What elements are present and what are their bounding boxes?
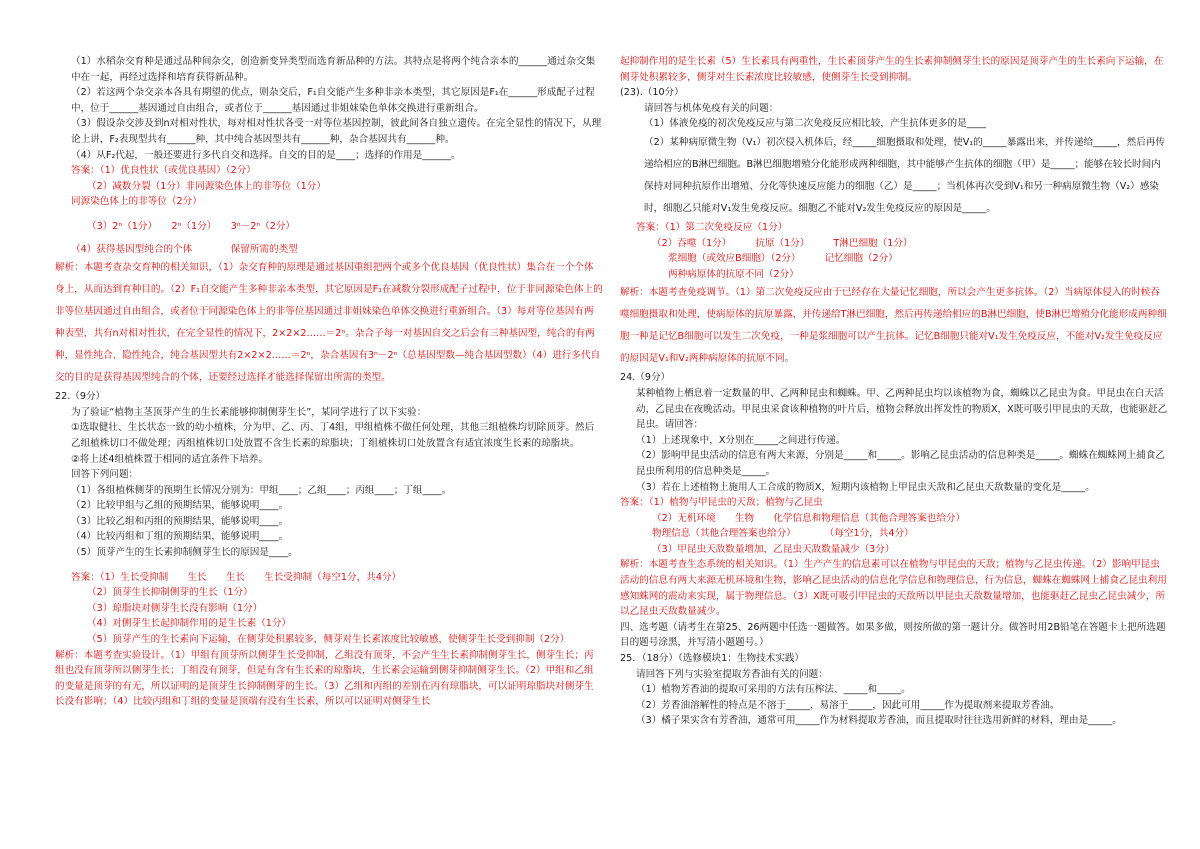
left-paragraph: 解析：本题考查杂交育种的相关知识，（1）杂交育种的原理是通过基因重组把两个或多个优良基因（优良性状）集合在一个个体身上，从而达到育种目的。（2）F₁自交能产生多种非亲本类型，其它原因是F₁在减数分裂形成配子过程中，位于非同源染色体上的非等位基因通过自由组合，或者位于同源染色体上的非等位基因通过非姐妹染色单体交换进行重新组合。（3）每对等位基因有两种表型，共有n对相对性状，在完全显性的情况下，2×2×2……＝2ⁿ。杂合子每一对基因自交之后会有三种基因型，纯合的有两种，显性纯合、隐性纯合，纯合基因型共有2×2×2……＝2ⁿ，杂合基因有3ⁿ－2ⁿ（总基因型数—纯合基因型数）（4）进行多代自交的目的是获得基因型纯合的个体，还要经过选择才能选择保留出所需的类型。 <box>55 262 603 384</box>
left-paragraph: （2）减数分裂（1分）非同源染色体上的非等位（1分） <box>87 180 326 192</box>
right-paragraph: （2）芳香油溶解性的特点是不溶于_____，易溶于_____，因此可用_____作为提取剂来提取芳香油。 <box>636 699 1060 711</box>
left-spacer <box>55 210 603 219</box>
right-column <box>620 54 1168 729</box>
right-paragraph: 请回答与机体免疫有关的问题： <box>644 102 779 114</box>
left-paragraph: （3）比较乙组和丙组的预期结果，能够说明____。 <box>71 515 289 527</box>
right-paragraph: 答案：（1）植物与甲昆虫的天敌；植物与乙昆虫 <box>620 497 823 509</box>
left-paragraph: ①选取健壮、生长状态一致的幼小植株，分为甲、乙、丙、丁4组，甲组植株不做任何处理，其他三组植株均切除顶芽。然后乙组植株切口不做处理；丙组植株切口处放置不含生长素的琼脂块；丁组植株切口处放置含有适宜浓度生长素的琼脂块。 <box>71 422 595 449</box>
left-spacer <box>55 235 603 242</box>
right-paragraph: （2）吞噬（1分） 抗原（1分） T淋巴细胞（1分） <box>652 237 913 249</box>
right-paragraph: 请回答下列与实验室提取芳香油有关的问题： <box>636 668 828 680</box>
right-paragraph: 物理信息（其他合理答案也给分） （每空1分，共4分） <box>652 528 914 540</box>
right-paragraph: 答案：（1）第二次免疫反应（1分） <box>636 221 788 233</box>
right-paragraph: 某种植物上栖息着一定数量的甲、乙两种昆虫和蜘蛛。甲、乙两种昆虫均以该植物为食，蜘蛛以乙昆虫为食。甲昆虫在白天活动，乙昆虫在夜晚活动。甲昆虫采食该种植物的叶片后，植物会释放出挥发性的物质X，X既可吸引甲昆虫的天敌，也能驱赶乙昆虫。请回答： <box>636 387 1168 431</box>
right-paragraph: （1）体液免疫的初次免疫反应与第二次免疫反应相比较，产生抗体更多的是____ <box>644 118 986 130</box>
left-paragraph: （5）顶芽产生的生长素向下运输，在侧芽处积累较多，侧芽对生长素浓度比较敏感，使侧芽生长受到抑制（2分） <box>87 634 570 646</box>
left-paragraph: （2）比较甲组与乙组的预期结果，能够说明____。 <box>71 500 289 512</box>
left-paragraph: （4）比较丙组和丁组的预期结果，能够说明____。 <box>71 531 289 543</box>
left-paragraph: （3）2ⁿ（1分） 2ⁿ（1分） 3ⁿ－2ⁿ（2分） <box>87 220 296 232</box>
left-paragraph: 解析：本题考查实验设计。（1）甲组有顶芽所以侧芽生长受抑制，乙组没有顶芽，不会产生生长素抑制侧芽生长，侧芽生长；丙组也没有顶芽所以侧芽生长；丁组没有顶芽，但是有含有生长素的琼脂块，生长素会运输到侧芽抑制侧芽生长。（2）甲组和乙组的变量是顶芽的有无，所以证明的是顶芽生长抑制侧芽的生长。（3）乙组和丙组的差别在丙有琼脂块，可以证明琼脂块对侧芽生长没有影响；（4）比较丙组和丁组的变量是顶端有没有生长素，所以可以证明对侧芽生长 <box>55 649 594 708</box>
left-paragraph: 回答下列问题： <box>71 469 139 481</box>
right-paragraph: 24.（9分） <box>620 372 671 384</box>
left-column <box>55 54 603 710</box>
right-paragraph: 解析：本题考查生态系统的相关知识。（1）生产产生的信息素可以在植物与甲昆虫的天敌；植物与乙昆虫传递。（2）影响甲昆虫活动的信息有两大来源无机环境和生物，影响乙昆虫活动的信息化学信息和物理信息，行为信息，蜘蛛在蜘蛛网上捕食乙昆虫利用感知蛛网的震动来实现，属于物理信息。（3）X既可吸引甲昆虫的天敌所以甲昆虫天敌数量增加，也能驱赶乙昆虫乙昆虫减少，所以乙昆虫天敌数量减少。 <box>620 559 1167 618</box>
left-paragraph: 同源染色体上的非等位（2分） <box>71 196 202 208</box>
right-paragraph: 浆细胞（或效应B细胞）（2分） 记忆细胞（2分） <box>668 253 898 265</box>
left-paragraph: （3）假设杂交涉及到n对相对性状，每对相对性状各受一对等位基因控制，彼此间各自独立遗传。在完全显性的情况下，从理论上讲，F₂表现型共有______种，其中纯合基因型共有______种，杂合基因共有______种。 <box>71 118 602 145</box>
left-paragraph: ②将上述4组植株置于相同的适宜条件下培养。 <box>71 453 268 465</box>
left-paragraph: （4）获得基因型纯合的个体 保留所需的类型 <box>71 243 298 255</box>
right-paragraph: 两种病原体的抗原不同（2分） <box>668 268 799 280</box>
right-paragraph: （2）无机环境 生物 化学信息和物理信息（其他合理答案也给分） <box>652 512 966 524</box>
left-paragraph: 为了验证“植物主茎顶芽产生的生长素能够抑制侧芽生长”，某同学进行了以下实验： <box>71 406 427 418</box>
right-paragraph: （1）植物芳香油的提取可采用的方法有压榨法、_____和_____。 <box>636 684 911 696</box>
left-paragraph: （1）水稻杂交育种是通过品种间杂交，创造新变异类型而选育新品种的方法。其特点是将两个纯合亲本的______通过杂交集中在一起，再经过选择和培育获得新品种。 <box>71 56 596 83</box>
right-paragraph: （3）若在上述植物上施用人工合成的物质X，短期内该植物上甲昆虫天敌和乙昆虫天敌数量的变化是_____。 <box>636 481 1095 493</box>
right-paragraph: 起抑制作用的是生长素（5）生长素具有两重性，生长素顶芽产生的生长素抑制侧芽生长的原因是顶芽产生的生长素向下运输，在侧芽处积累较多，侧芽对生长素浓度比较敏感，使侧芽生长受到抑制。 <box>620 56 1164 83</box>
left-paragraph: （4）从F₂代起，一般还要进行多代自交和选择。自交的目的是____；选择的作用是______。 <box>71 149 461 161</box>
left-paragraph: 22.（9分） <box>55 391 106 403</box>
right-paragraph: （1）上述现象中，X分别在_____之间进行传递。 <box>636 434 846 446</box>
right-paragraph: （3）橘子果实含有芳香油，通常可用_____作为材料提取芳香油，而且提取时往往选用新鲜的材料，理由是_____。 <box>636 715 1122 727</box>
right-paragraph: （2）影响甲昆虫活动的信息有两大来源，分别是_____和_____。影响乙昆虫活动的信息种类是_____。蜘蛛在蜘蛛网上捕食乙昆虫所利用的信息种类是_____。 <box>636 450 1165 477</box>
right-paragraph: 四、选考题（请考生在第25、26两题中任选一题做答。如果多做，则按所做的第一题计分。做答时用2B铅笔在答题卡上把所选题目的题号涂黑，并写清小题题号。） <box>620 621 1166 649</box>
left-paragraph: 答案：（1）优良性状（或优良基因）（2分） <box>71 165 256 177</box>
right-paragraph: （2）某种病原微生物（V₁）初次侵入机体后，经_____细胞摄取和处理，使V₁的_____暴露出来，并传递给_____，然后再传递给相应的B淋巴细胞。B淋巴细胞增殖分化能形成两种细胞，其中能够产生抗体的细胞（甲）是_____；能够在较长时间内保持对同种抗原作出增殖、分化等快速反应能力的细胞（乙）是_____；当机体再次受到V₁和另一种病原微生物（V₂）感染时，细胞乙只能对V₁发生免疫反应。细胞乙不能对V₂发生免疫反应的原因是_____。 <box>644 136 1165 214</box>
left-paragraph: （5）顶芽产生的生长素抑制侧芽生长的原因是____。 <box>71 547 298 559</box>
right-paragraph: 25．（18分）（选修模块1：生物技术实践） <box>620 653 805 665</box>
left-paragraph: （3）琼脂块对侧芽生长没有影响（1分） <box>87 602 263 614</box>
left-paragraph: （1）各组植株侧芽的预期生长情况分别为：甲组____；乙组____；丙组____；丁组____。 <box>71 484 452 496</box>
left-paragraph: （2）顶芽生长抑制侧芽的生长（1分） <box>87 587 253 599</box>
left-paragraph: （4）对侧芽生长起抑制作用的是生长素（1分） <box>87 618 292 630</box>
right-paragraph: (23).（10分） <box>620 87 684 99</box>
left-spacer <box>55 561 603 570</box>
left-paragraph: 答案：（1）生长受抑制 生长 生长 生长受抑制（每空1分，共4分） <box>71 571 402 583</box>
left-paragraph: （2）若这两个杂交亲本各具有期望的优点，则杂交后，F₁自交能产生多种非亲本类型，其它原因是F₁在______形成配子过程中，位于______基因通过自由组合，或者位于______基因通过非姐妹染色单体交换进行重新组合。 <box>71 87 595 114</box>
right-paragraph: 解析：本题考查免疫调节。（1）第二次免疫反应由于已经存在大量记忆细胞，所以会产生更多抗体。（2）当病原体侵入的时候吞噬细胞摄取和处理，使病原体的抗原暴露，并传递给T淋巴细胞，然后再传递给相应的B淋巴细胞，使B淋巴增殖分化能形成两种细胞一种是记忆B细胞可以发生二次免疫，一种是浆细胞可以产生抗体。记忆B细胞只能对V₁发生免疫反应，不能对V₂发生免疫反应的原因是V₁和V₂两种病原体的抗原不同。 <box>620 287 1167 365</box>
right-paragraph: （3）甲昆虫天敌数量增加，乙昆虫天敌数量减少（3分） <box>652 543 895 555</box>
